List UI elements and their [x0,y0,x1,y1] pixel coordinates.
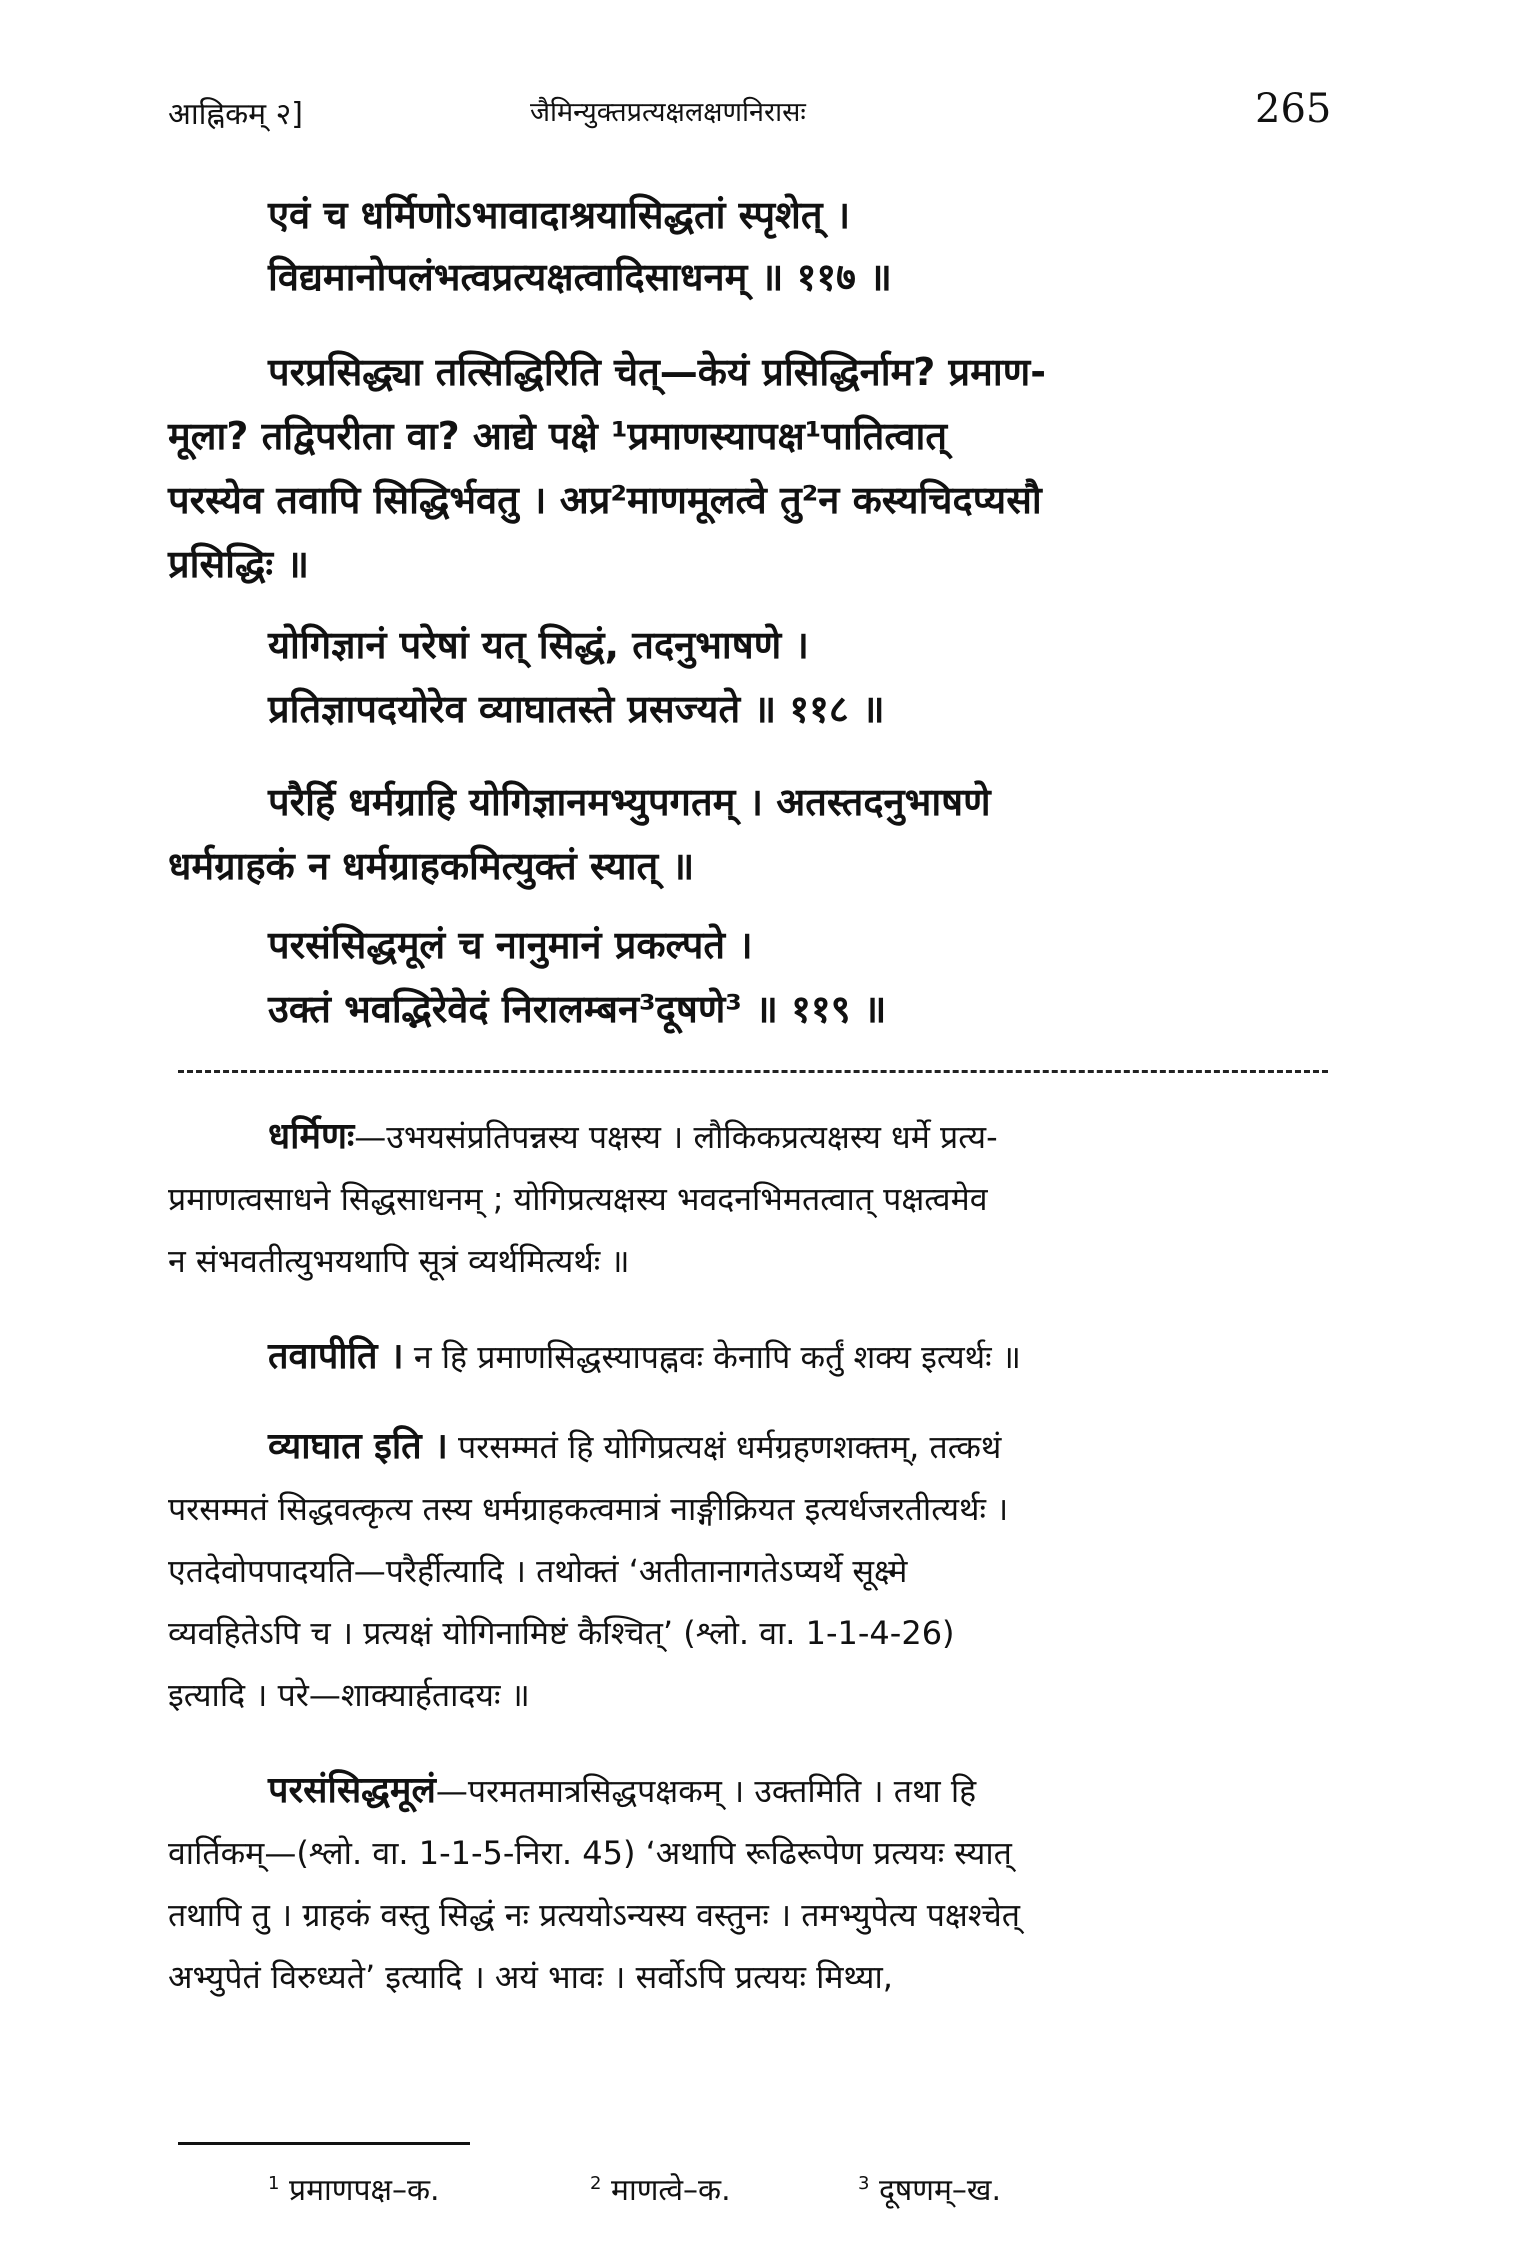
commentary-line: परसम्मतं सिद्धवत्कृत्य तस्य धर्मग्राहकत्वमात्रं नाङ्गीक्रियत इत्यर्धजरतीत्यर्थः । [168,1490,1009,1528]
prose-line: धर्मग्राहकं न धर्मग्राहकमित्युक्तं स्यात् ॥ [168,844,695,888]
commentary-line: प्रमाणत्वसाधने सिद्धसाधनम् ; योगिप्रत्यक्षस्य भवदनभिमतत्वात् पक्षत्वमेव [168,1180,988,1218]
prose-line: परस्येव तवापि सिद्धिर्भवतु । अप्र²माणमूलत्वे तु²न कस्यचिदप्यसौ [168,478,1042,522]
footnote-marker: 2 [590,2173,602,2194]
commentary-line: तथापि तु । ग्राहकं वस्तु सिद्धं नः प्रत्ययोऽन्यस्य वस्तुनः । तमभ्युपेत्य पक्षश्चेत् [168,1896,1021,1934]
lemma: तवापीति । [268,1336,404,1377]
verse-119-line-2: उक्तं भवद्भिरेवेदं निरालम्बन³दूषणे³ ॥ ११९ ॥ [268,987,887,1031]
footnote-marker: 1 [268,2173,280,2194]
commentary-line: व्यवहितेऽपि च । प्रत्यक्षं योगिनामिष्टं कैश्चित्’ (श्लो. वा. 1-1-4-26) [168,1614,955,1652]
commentary-line [168,1760,1350,1822]
commentary-line: इत्यादि । परे—शाक्यार्हतादयः ॥ [168,1676,530,1714]
prose-line: मूला? तद्विपरीता वा? आद्ये पक्षे ¹प्रमाणस्यापक्ष¹पातित्वात् [168,414,948,458]
commentary-text: परसम्मतं हि योगिप्रत्यक्षं धर्मग्रहणशक्तम्, तत्कथं [447,1428,1002,1466]
prose-paragraph-2 [168,770,1348,898]
commentary-line: वार्तिकम्—(श्लो. वा. 1-1-5-निरा. 45) ‘अथापि रूढिरूपेण प्रत्ययः स्यात् [168,1834,1012,1872]
footnote-text: दूषणम्–ख. [879,2173,1001,2208]
prose-line: प्रसिद्धिः ॥ [168,542,310,586]
lemma: धर्मिणः [268,1116,355,1157]
prose-paragraph-1 [168,340,1348,596]
prose-line: परैर्हि धर्मग्राहि योगिज्ञानमभ्युपगतम् । अतस्तदनुभाषणे [268,780,991,824]
commentary-block-4 [168,1760,1350,2008]
verse-118-line-1: योगिज्ञानं परेषां यत् सिद्धं, तदनुभाषणे । [268,623,809,667]
lemma: परसंसिद्धमूलं [268,1770,436,1811]
commentary-block-3 [168,1416,1350,1726]
commentary-line: अभ्युपेतं विरुध्यते’ इत्यादि । अयं भावः । सर्वोऽपि प्रत्ययः मिथ्या, [168,1958,893,1996]
footnote-2 [590,2168,731,2209]
commentary-text: —परमतमात्रसिद्धपक्षकम् । उक्तमिति । तथा हि [435,1772,977,1810]
commentary-block-1 [168,1106,1350,1292]
verse-117-line-1: एवं च धर्मिणोऽभावादाश्रयासिद्धतां स्पृशेत् । [268,193,851,237]
page-number: 265 [1255,86,1332,132]
text-commentary-divider [178,1070,1328,1073]
commentary-line: एतदेवोपपादयति—परैर्हीत्यादि । तथोक्तं ‘अतीतानागतेऽप्यर्थे सूक्ष्मे [168,1552,908,1590]
footnote-3 [858,2168,1001,2209]
verse-118-line-2: प्रतिज्ञापदयोरेव व्याघातस्ते प्रसज्यते ॥ ११८ ॥ [268,687,885,731]
commentary-line: न संभवतीत्युभयथापि सूत्रं व्यर्थमित्यर्थः ॥ [168,1242,630,1280]
running-header-left: आह्निकम् २] [168,97,303,132]
verse-117-line-2: विद्यमानोपलंभत्वप्रत्यक्षत्वादिसाधनम् ॥ ११७ ॥ [268,255,892,299]
running-header-title: जैमिन्युक्तप्रत्यक्षलक्षणनिरासः [530,97,806,128]
lemma: व्याघात इति । [268,1426,448,1467]
verse-119-line-1: परसंसिद्धमूलं च नानुमानं प्रकल्पते । [268,923,753,967]
commentary-line [168,1106,1350,1168]
footnote-marker: 3 [858,2173,870,2194]
commentary-line [168,1326,1350,1388]
commentary-text: न हि प्रमाणसिद्धस्यापह्नवः केनापि कर्तुं शक्य इत्यर्थः ॥ [403,1338,1021,1376]
footnote-text: प्रमाणपक्ष–क. [289,2173,440,2208]
footnote-rule [178,2142,470,2145]
commentary-block-2 [168,1326,1350,1388]
commentary-text: —उभयसंप्रतिपन्नस्य पक्षस्य । लौकिकप्रत्यक्षस्य धर्मे प्रत्य- [354,1118,998,1156]
prose-line: परप्रसिद्ध्या तत्सिद्धिरिति चेत्—केयं प्रसिद्धिर्नाम? प्रमाण- [268,350,1046,394]
footnote-text: माणत्वे–क. [611,2173,731,2208]
commentary-line [168,1416,1350,1478]
footnote-1 [268,2168,440,2209]
